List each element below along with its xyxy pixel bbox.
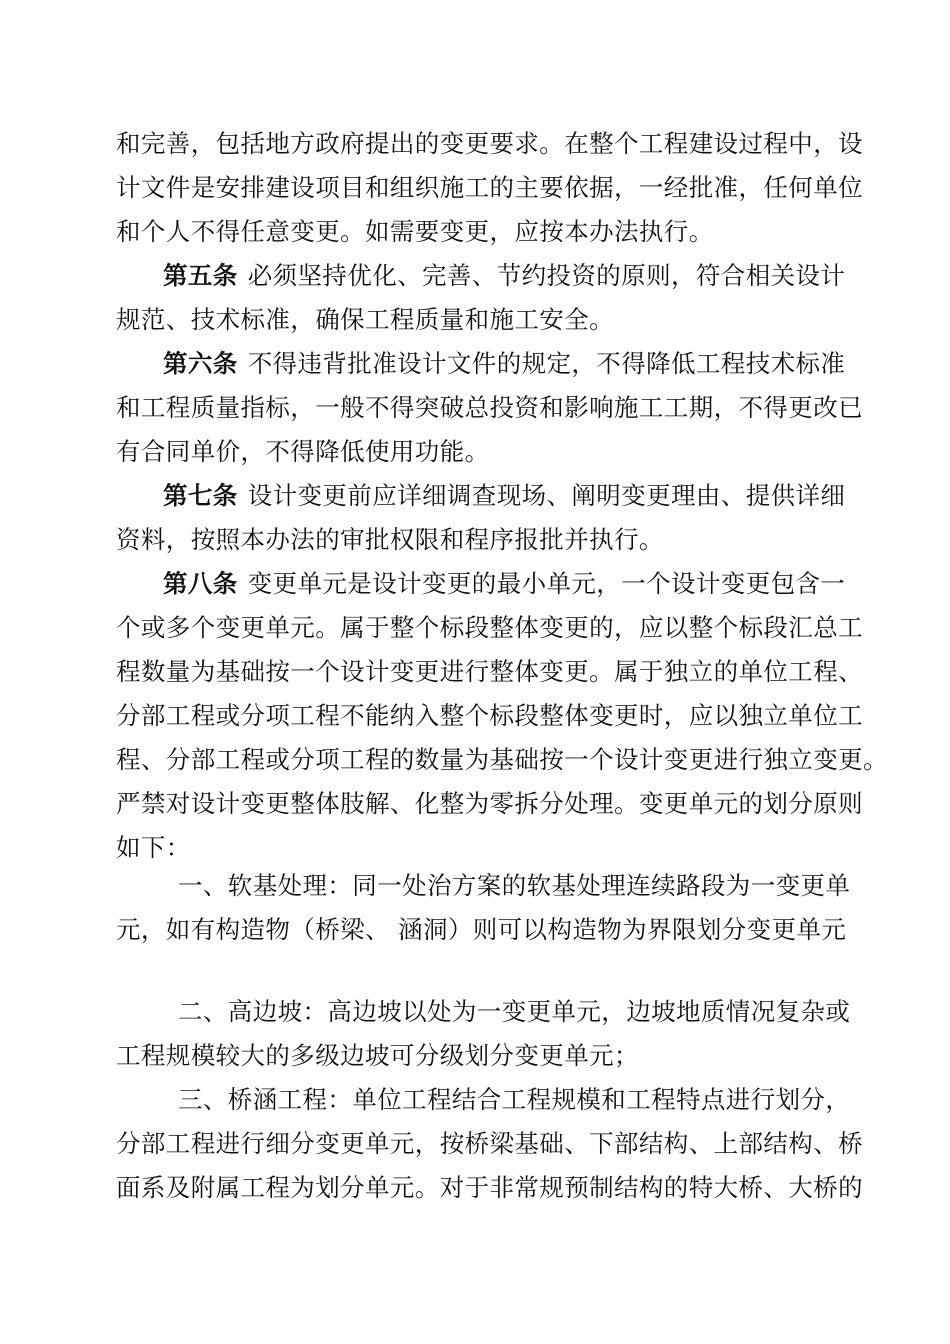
- text-line: [116, 1124, 896, 1164]
- line-text: 面系及附属工程为划分单元。对于非常规预制结构的特大桥、大桥的: [116, 1173, 863, 1202]
- line-text: 工程规模较大的多级边坡可分级划分变更单元；: [116, 1041, 639, 1070]
- line-text: 分部工程进行细分变更单元，按桥梁基础、下部结构、上部结构、桥: [116, 1129, 863, 1158]
- text-line: [116, 1168, 896, 1208]
- article-heading: 第七条: [163, 481, 238, 510]
- line-text: 必须坚持优化、完善、节约投资的原则，符合相关设计: [247, 261, 846, 290]
- article-heading: 第八条: [163, 569, 238, 598]
- line-text: 程、分部工程或分项工程的数量为基础按一个设计变更进行独立变更。: [116, 745, 888, 774]
- text-line: [116, 910, 896, 950]
- text-line: [116, 1036, 896, 1076]
- line-text: 元，如有构造物（桥梁、 涵洞）则可以构造物为界限划分变更单元: [116, 915, 847, 944]
- article-heading: 第六条: [163, 349, 238, 378]
- text-line: [116, 740, 896, 780]
- line-text: 分部工程或分项工程不能纳入整个标段整体变更时，应以独立单位工: [116, 701, 863, 730]
- line-text: 和工程质量指标，一般不得突破总投资和影响施工工期，不得更改已: [116, 393, 863, 422]
- line-text: 资料，按照本办法的审批权限和程序报批并执行。: [116, 525, 664, 554]
- line-text: 变更单元是设计变更的最小单元，一个设计变更包含一: [247, 569, 846, 598]
- text-line: [116, 124, 896, 164]
- text-line: [116, 300, 896, 340]
- text-line: [116, 608, 896, 648]
- line-text: 和完善，包括地方政府提出的变更要求。在整个工程建设过程中，设: [116, 129, 863, 158]
- text-line: [116, 168, 896, 208]
- line-text: 一、软基处理：同一处治方案的软基处理连续路段为一变更单: [178, 871, 851, 900]
- article-8-line: [163, 564, 896, 604]
- line-text: 如下：: [116, 833, 191, 862]
- text-line: [116, 652, 896, 692]
- line-text: 二、高边坡：高边坡以处为一变更单元，边坡地质情况复杂或: [178, 997, 851, 1026]
- line-text: 个或多个变更单元。属于整个标段整体变更的，应以整个标段汇总工: [116, 613, 863, 642]
- article-6-line: [163, 344, 896, 384]
- text-line: [116, 784, 896, 824]
- text-line: [116, 432, 896, 472]
- article-7-line: [163, 476, 896, 516]
- list-item-line: [178, 866, 896, 906]
- text-line: [116, 388, 896, 428]
- text-line: [116, 828, 896, 868]
- list-item-line: [178, 1080, 896, 1120]
- line-text: 不得违背批准设计文件的规定，不得降低工程技术标准: [247, 349, 846, 378]
- article-heading: 第五条: [163, 261, 238, 290]
- article-5-line: [163, 256, 896, 296]
- line-text: 程数量为基础按一个设计变更进行整体变更。属于独立的单位工程、: [116, 657, 863, 686]
- text-line: [116, 212, 896, 252]
- line-text: 严禁对设计变更整体肢解、化整为零拆分处理。变更单元的划分原则: [116, 789, 863, 818]
- list-item-line: [178, 992, 896, 1032]
- line-text: 三、桥涵工程：单位工程结合工程规模和工程特点进行划分，: [178, 1085, 851, 1114]
- line-text: 设计变更前应详细调查现场、阐明变更理由、提供详细: [247, 481, 846, 510]
- text-line: [116, 520, 896, 560]
- line-text: 有合同单价，不得降低使用功能。: [116, 437, 490, 466]
- line-text: 规范、技术标准，确保工程质量和施工安全。: [116, 305, 614, 334]
- text-line: [116, 696, 896, 736]
- line-text: 计文件是安排建设项目和组织施工的主要依据，一经批准，任何单位: [116, 173, 863, 202]
- line-text: 和个人不得任意变更。如需要变更，应按本办法执行。: [116, 217, 714, 246]
